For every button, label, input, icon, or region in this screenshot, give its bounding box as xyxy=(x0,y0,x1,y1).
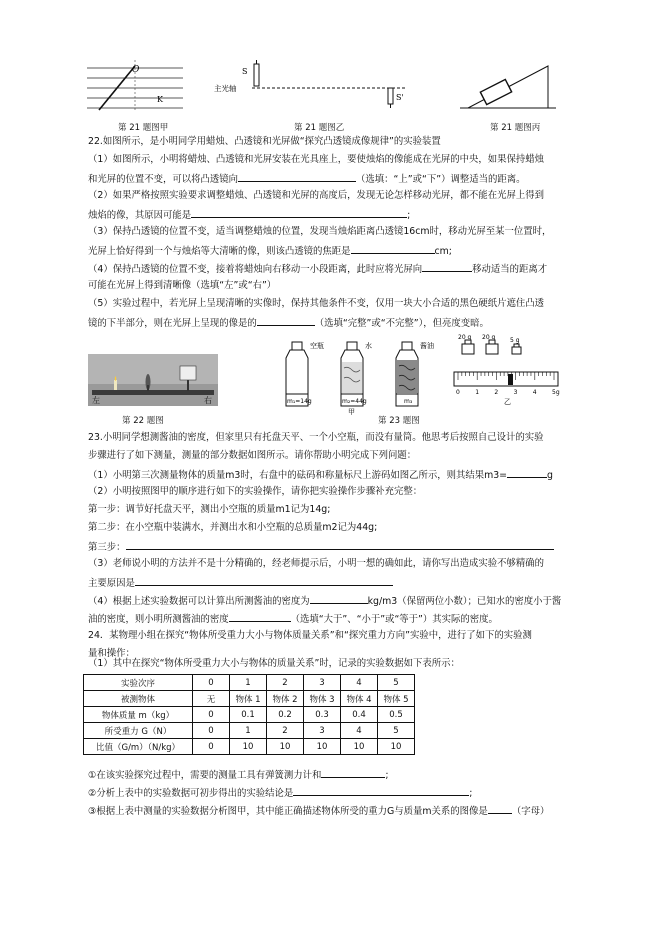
weight-20g-b xyxy=(482,334,498,354)
q22-p5b-pre: 镜的下半部分，则在光屏上呈现的像是的 xyxy=(88,318,257,329)
q24-p1: （1）其中在探究“物体所受重力大小与物体的质量关系”时，记录的实验数据如下表所示： xyxy=(88,658,460,669)
q22-p3b-post: cm; xyxy=(434,246,452,257)
label-s: S xyxy=(242,67,248,76)
scale-tick-label: 3 xyxy=(513,389,518,396)
scale-tick-label: 4 xyxy=(532,389,537,396)
q23-p2: （2）小明按照图甲的顺序进行如下的实验操作，请你把实验操作步骤补充完整： xyxy=(88,486,423,497)
table-cell: 物体 3 xyxy=(304,691,341,707)
q23-p4b-post: （选填“大于”、“小于”或“等于”）其实际的密度。 xyxy=(290,614,498,625)
table-cell: 1 xyxy=(230,675,267,691)
q24-a2-pre: ②分析上表中的实验数据可初步得出的实验结论是 xyxy=(88,788,294,799)
table-cell: 5 xyxy=(378,723,415,739)
q23-p4a-pre: （4）根据上述实验数据可以计算出所测酱油的密度为 xyxy=(88,596,310,607)
q22-p5a: （5）实验过程中，若光屏上呈现清晰的实像时，保持其他条件不变，仅用一块大小合适的黑色硬纸片遮住凸透 xyxy=(88,298,544,309)
label-right: 右 xyxy=(204,396,212,405)
scale-tick-label: 5g xyxy=(552,389,560,396)
table-row-header: 实验次序 xyxy=(84,675,193,691)
table-cell: 0 xyxy=(193,707,230,723)
q22-p2b-text: 烛焰的像，其原因可能是 xyxy=(88,210,192,221)
table-row xyxy=(84,707,415,723)
bottle3-label: 酱油 xyxy=(420,342,434,350)
bottle-soy-sauce xyxy=(396,341,434,406)
scale-tick-label: 0 xyxy=(456,389,460,396)
q23-p1 xyxy=(88,468,553,482)
q23-p4a xyxy=(88,594,561,608)
figure-21-c xyxy=(458,58,558,114)
q24-intro-a: 24．某物理小组在探究“物体所受重力大小与物体质量关系”和“探究重力方向”实验中，进行了如下的实验测 xyxy=(88,630,532,641)
q22-p1b-pre: 和光屏的位置不变，可以将凸透镜向 xyxy=(88,174,239,185)
q22-p4a-post: 移动适当的距离才 xyxy=(472,264,548,275)
figure-21-b xyxy=(212,58,412,114)
q23-p4b xyxy=(88,612,498,626)
q23-p4a-post: kg/m3（保留两位小数）；已知水的密度小于酱 xyxy=(367,596,562,607)
table-cell: 物体 5 xyxy=(378,691,415,707)
q23-p1-post: g xyxy=(547,470,553,481)
bottle3-mass: m₃ xyxy=(404,398,413,405)
answer-blank-22-3[interactable] xyxy=(351,244,435,254)
table-row-header: 被测物体 xyxy=(84,691,193,707)
table-cell: 3 xyxy=(304,723,341,739)
label-o: O xyxy=(132,65,140,75)
table-row xyxy=(84,739,415,755)
q22-p5b xyxy=(88,316,489,330)
label-yi: 乙 xyxy=(504,398,511,406)
bottle2-label: 水 xyxy=(365,342,372,350)
weight-5g xyxy=(510,337,521,354)
answer-blank-24-1[interactable] xyxy=(321,768,385,778)
svg-text:20 g: 20 g xyxy=(458,334,472,341)
answer-blank-22-4[interactable] xyxy=(422,262,472,272)
table-cell: 4 xyxy=(341,675,378,691)
table-row xyxy=(84,723,415,739)
table-cell: 0.3 xyxy=(304,707,341,723)
table-cell: 4 xyxy=(341,723,378,739)
caption-23: 第 23 题图 xyxy=(378,416,420,426)
q22-p3b xyxy=(88,244,452,258)
table-row xyxy=(84,675,415,691)
q22-p2a: （2）如果严格按照实验要求调整蜡烛、凸透镜和光屏的高度后，发现无论怎样移动光屏，都不能在光屏上得到 xyxy=(88,190,544,201)
q24-a1-pre: ①在该实验探究过程中，需要的测量工具有弹簧测力计和 xyxy=(88,770,322,781)
q24-a3-pre: ③根据上表中测量的实验数据分析图甲，其中能正确描述物体所受的重力G与质量m关系的图像是 xyxy=(88,806,488,817)
table-cell: 0.5 xyxy=(378,707,415,723)
answer-blank-23-4[interactable] xyxy=(310,594,368,604)
label-s-prime: S' xyxy=(396,93,404,102)
q22-p4a xyxy=(88,262,547,276)
table-cell: 0.2 xyxy=(267,707,304,723)
table-cell: 0.1 xyxy=(230,707,267,723)
q24-a1 xyxy=(88,768,389,782)
table-row-header: 物体质量 m（kg） xyxy=(84,707,193,723)
label-k: K xyxy=(157,95,163,104)
bottle2-mass: m₂=44g xyxy=(342,398,367,405)
table-cell: 0 xyxy=(193,675,230,691)
table-cell: 物体 2 xyxy=(267,691,304,707)
answer-blank-23-3[interactable] xyxy=(135,576,393,586)
table-cell: 5 xyxy=(378,675,415,691)
table-cell: 10 xyxy=(230,739,267,755)
caption-21-c: 第 21 题图丙 xyxy=(490,123,541,133)
q23-intro-b: 步骤进行了如下测量，测量的部分数据如图所示。请你帮助小明完成下列问题： xyxy=(88,450,417,461)
q23-p3b xyxy=(88,576,393,590)
q23-step3 xyxy=(88,540,554,554)
table-cell: 无 xyxy=(193,691,230,707)
q24-a3 xyxy=(88,804,549,818)
answer-blank-22-2[interactable] xyxy=(191,208,407,218)
table-cell: 物体 1 xyxy=(230,691,267,707)
caption-22: 第 22 题图 xyxy=(122,416,164,426)
q22-p5b-post: （选填“完整”或“不完整”），但亮度变暗。 xyxy=(314,318,489,329)
table-cell: 10 xyxy=(378,739,415,755)
q22-p1a: （1）如图所示，小明将蜡烛、凸透镜和光屏安装在光具座上，要使烛焰的像能成在光屏的中央，如果保持蜡烛 xyxy=(88,154,544,165)
answer-blank-24-2[interactable] xyxy=(293,786,469,796)
q22-p3b-pre: 光屏上恰好得到一个与烛焰等大清晰的像，则该凸透镜的焦距是 xyxy=(88,246,351,257)
weight-20g-a xyxy=(458,334,474,354)
q23-p3b-text: 主要原因是 xyxy=(88,578,135,589)
q24-a2-post: ; xyxy=(469,788,473,799)
answer-blank-24-3[interactable] xyxy=(488,804,512,814)
q23-step3-text: 第三步： xyxy=(88,542,126,553)
answer-blank-23-2[interactable] xyxy=(126,540,554,550)
q22-p3a: （3）保持凸透镜的位置不变，适当调整蜡烛的位置，发现当烛焰距离凸透镜16cm时，移动光屏至某一位置时， xyxy=(88,226,552,237)
answer-blank-22-5[interactable] xyxy=(257,316,315,326)
q22-p2b: 烛焰的像，其原因可能是 ; xyxy=(88,210,411,221)
q23-p4b-pre: 油的密度，则小明所测酱油的密度 xyxy=(88,614,229,625)
table-row-header: 比值（G/m）（N/kg） xyxy=(84,739,193,755)
svg-text:5 g: 5 g xyxy=(510,337,520,344)
q24-a2 xyxy=(88,786,472,800)
table-cell: 2 xyxy=(267,675,304,691)
scale-tick-label: 1 xyxy=(475,389,480,396)
bottle-water xyxy=(341,341,372,416)
answer-blank-23-1[interactable] xyxy=(507,468,547,478)
rider xyxy=(508,374,513,385)
table-cell: 10 xyxy=(341,739,378,755)
answer-blank-22-1[interactable] xyxy=(238,172,356,182)
label-main-axis: 主光轴 xyxy=(214,84,237,93)
table-row-header: 所受重力 G（N） xyxy=(84,723,193,739)
table-cell: 1 xyxy=(230,723,267,739)
table-cell: 2 xyxy=(267,723,304,739)
table-cell: 3 xyxy=(304,675,341,691)
q24-data-table xyxy=(83,674,415,755)
q23-p3a: （3）老师说小明的方法并不是十分精确的，经老师提示后，小明一想的确如此，请你写出造成实验不够精确的 xyxy=(88,558,544,569)
svg-text:20 g: 20 g xyxy=(482,334,496,341)
bottle1-mass: m₁=14g xyxy=(287,398,312,405)
caption-21-b: 第 21 题图乙 xyxy=(294,123,345,133)
q23-p1-pre: （1）小明第三次测量物体的质量m3时，右盘中的砝码和称量标尺上游码如图乙所示，则其结果m3= xyxy=(88,470,508,481)
q24-a1-post: ; xyxy=(385,770,389,781)
bottle1-label: 空瓶 xyxy=(310,342,324,350)
label-jia: 甲 xyxy=(348,408,355,416)
table-cell: 0 xyxy=(193,723,230,739)
bottle-empty xyxy=(286,341,324,406)
table-row xyxy=(84,691,415,707)
figure-21-a xyxy=(85,58,185,114)
q22-p4b: 可能在光屏上得到清晰像（选填“左”或“右”） xyxy=(88,280,277,291)
q22-p1b xyxy=(88,172,525,186)
q22-p4a-pre: （4）保持凸透镜的位置不变，接着将蜡烛向右移动一小段距离，此时应将光屏向 xyxy=(88,264,423,275)
table-cell: 0 xyxy=(193,739,230,755)
q23-step1: 第一步：调节好托盘天平，测出小空瓶的质量m1记为14g; xyxy=(88,504,331,515)
figure-22-optical-bench xyxy=(88,354,218,406)
table-cell: 0.4 xyxy=(341,707,378,723)
scale-tick-label: 2 xyxy=(494,389,499,396)
q23-step2: 第二步：在小空瓶中装满水，并测出水和小空瓶的总质量m2记为44g; xyxy=(88,522,378,533)
figure-23-b-weights-scale xyxy=(452,334,562,416)
q22-intro: 22.如图所示，是小明同学用蜡烛、凸透镜和光屏做“探究凸透镜成像规律”的实验装置 xyxy=(88,136,441,147)
q22-p1b-post: （选填：“上”或“下”）调整适当的距离。 xyxy=(356,174,526,185)
table-cell: 10 xyxy=(267,739,304,755)
q24-a3-post: （字母） xyxy=(511,806,550,817)
table-cell: 10 xyxy=(304,739,341,755)
q24-intro-b: 量和操作： xyxy=(88,648,135,659)
figure-23-a-bottles xyxy=(278,336,438,416)
table-cell: 物体 4 xyxy=(341,691,378,707)
caption-21-a: 第 21 题图甲 xyxy=(118,123,169,133)
label-left: 左 xyxy=(92,396,100,405)
answer-blank-23-5[interactable] xyxy=(229,612,291,622)
q23-intro-a: 23.小明同学想测酱油的密度，但家里只有托盘天平、一个小空瓶，而没有量筒。他思考后按照自己设计的实验 xyxy=(88,432,544,443)
